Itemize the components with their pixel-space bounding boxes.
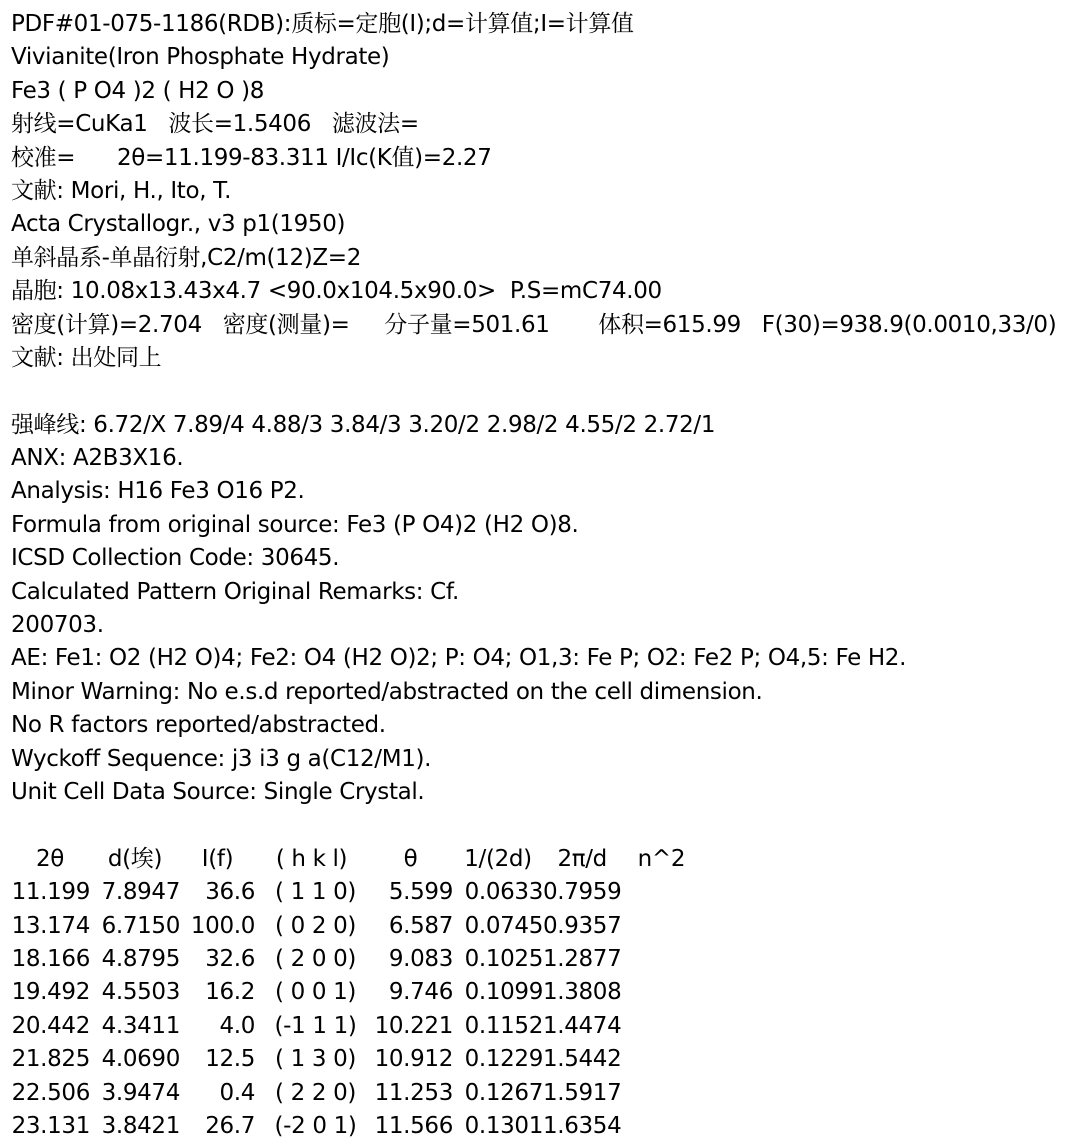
minor-warning-line: Minor Warning: No e.s.d reported/abstracted on the cell dimension. (11, 678, 763, 705)
table-row (10, 1110, 701, 1143)
cell-hkl: (-1 1 1) (274, 1012, 357, 1039)
pattern-remarks-line: Calculated Pattern Original Remarks: Cf. (11, 578, 459, 605)
cell-two-pi-d: 1.5442 (543, 1046, 622, 1073)
table-row (10, 1077, 701, 1110)
cell-inverse-2d: 0.1301 (464, 1113, 543, 1140)
cell-intensity: 100.0 (190, 912, 255, 939)
table-row (10, 976, 701, 1009)
remarks-section (11, 409, 1077, 810)
cell-two-theta: 18.166 (11, 945, 90, 972)
cell-theta: 5.599 (388, 879, 453, 906)
cell-two-pi-d: 1.6354 (543, 1113, 622, 1140)
radiation-line: 射线=CuKa1 波长=1.5406 滤波法= (11, 111, 419, 138)
cell-intensity: 4.0 (219, 1012, 255, 1039)
cell-inverse-2d: 0.0745 (464, 912, 543, 939)
cell-intensity: 0.4 (219, 1079, 255, 1106)
cell-two-theta: 21.825 (11, 1046, 90, 1073)
header-theta: θ (403, 845, 418, 872)
cell-two-pi-d: 1.4474 (543, 1012, 622, 1039)
calibration-line: 校准= 2θ=11.199-83.311 I/Ic(K值)=2.27 (11, 144, 492, 171)
table-row (10, 943, 701, 976)
header-inverse-2d: 1/(2d) (464, 845, 532, 872)
unit-cell-line: 晶胞: 10.08x13.43x4.7 <90.0x104.5x90.0> P.S=mC74.00 (11, 278, 662, 305)
cell-two-theta: 22.506 (11, 1079, 90, 1106)
cell-source-line: Unit Cell Data Source: Single Crystal. (11, 778, 425, 805)
anx-line: ANX: A2B3X16. (11, 445, 184, 472)
cell-hkl: ( 2 0 0) (275, 945, 356, 972)
crystal-system-line: 单斜晶系-单晶衍射,C2/m(12)Z=2 (11, 244, 361, 271)
cell-theta: 9.083 (388, 945, 453, 972)
header-hkl: ( h k l) (275, 845, 348, 872)
cell-intensity: 32.6 (205, 945, 255, 972)
cell-two-theta: 11.199 (11, 879, 90, 906)
cell-two-pi-d: 1.2877 (543, 945, 622, 972)
cell-intensity: 26.7 (205, 1113, 255, 1140)
cell-theta: 10.912 (374, 1046, 453, 1073)
analysis-line: Analysis: H16 Fe3 O16 P2. (11, 478, 305, 505)
header-n-squared: n^2 (637, 845, 686, 872)
cell-d-spacing: 7.8947 (101, 879, 180, 906)
cell-d-spacing: 3.9474 (101, 1079, 180, 1106)
cell-two-theta: 13.174 (11, 912, 90, 939)
header-intensity: I(f) (201, 845, 234, 872)
cell-inverse-2d: 0.1229 (464, 1046, 543, 1073)
chemical-formula-line: Fe3 ( P O4 )2 ( H2 O )8 (11, 77, 264, 104)
cell-intensity: 16.2 (205, 979, 255, 1006)
table-body (10, 876, 701, 1143)
header-two-pi-d: 2π/d (557, 845, 607, 872)
cell-hkl: ( 0 0 1) (275, 979, 356, 1006)
original-formula-line: Formula from original source: Fe3 (P O4)2 (H2 O)8. (11, 511, 579, 538)
cell-d-spacing: 6.7150 (101, 912, 180, 939)
cell-d-spacing: 4.0690 (101, 1046, 180, 1073)
cell-inverse-2d: 0.1025 (464, 945, 543, 972)
mineral-name-line: Vivianite(Iron Phosphate Hydrate) (11, 44, 390, 71)
cell-d-spacing: 3.8421 (101, 1113, 180, 1140)
strong-lines-line: 强峰线: 6.72/X 7.89/4 4.88/3 3.84/3 3.20/2 2.98/2 4.55/2 2.72/1 (11, 411, 716, 438)
cell-intensity: 36.6 (205, 879, 255, 906)
cell-two-pi-d: 1.3808 (543, 979, 622, 1006)
cell-inverse-2d: 0.1267 (464, 1079, 543, 1106)
cell-two-pi-d: 0.7959 (543, 879, 622, 906)
reference-authors-line: 文献: Mori, H., Ito, T. (11, 177, 232, 204)
table-header-row (10, 843, 701, 876)
cell-hkl: ( 1 1 0) (275, 879, 356, 906)
table-row (10, 1010, 701, 1043)
cell-d-spacing: 4.5503 (101, 979, 180, 1006)
cell-two-theta: 20.442 (11, 1012, 90, 1039)
cell-theta: 11.566 (374, 1113, 453, 1140)
cell-theta: 9.746 (388, 979, 453, 1006)
icsd-code-line: ICSD Collection Code: 30645. (11, 545, 340, 572)
cell-two-pi-d: 1.5917 (543, 1079, 622, 1106)
pdf-card-document (11, 8, 1077, 1143)
cell-two-theta: 19.492 (11, 979, 90, 1006)
cell-hkl: ( 1 3 0) (275, 1046, 356, 1073)
cell-intensity: 12.5 (205, 1046, 255, 1073)
header-d-spacing: d(埃) (107, 845, 163, 872)
cell-inverse-2d: 0.1099 (464, 979, 543, 1006)
cell-inverse-2d: 0.1152 (464, 1012, 543, 1039)
cell-two-theta: 23.131 (11, 1113, 90, 1140)
cell-d-spacing: 4.8795 (101, 945, 180, 972)
cell-hkl: ( 0 2 0) (275, 912, 356, 939)
wyckoff-line: Wyckoff Sequence: j3 i3 g a(C12/M1). (11, 745, 432, 772)
cell-inverse-2d: 0.0633 (464, 879, 543, 906)
blank-line (11, 809, 1077, 842)
cell-theta: 6.587 (388, 912, 453, 939)
table-row (10, 910, 701, 943)
reference-journal-line: Acta Crystallogr., v3 p1(1950) (11, 211, 346, 238)
pdf-card-id-line: PDF#01-075-1186(RDB):质标=定胞(I);d=计算值;I=计算值 (11, 11, 634, 37)
ae-line: AE: Fe1: O2 (H2 O)4; Fe2: O4 (H2 O)2; P: O4; O1,3: Fe P; O2: Fe2 P; O4,5: Fe H2. (11, 645, 907, 672)
cell-theta: 10.221 (374, 1012, 453, 1039)
r-factors-line: No R factors reported/abstracted. (11, 712, 386, 739)
blank-line (11, 375, 1077, 408)
header-two-theta: 2θ (35, 845, 64, 872)
table-row (10, 876, 701, 909)
cell-hkl: ( 2 2 0) (275, 1079, 356, 1106)
table-row (10, 1043, 701, 1076)
header-section (11, 8, 1077, 375)
density-line: 密度(计算)=2.704 密度(测量)= 分子量=501.61 体积=615.99 F(30)=938.9(0.0010,33/0) (11, 311, 1057, 338)
cell-hkl: (-2 0 1) (274, 1113, 357, 1140)
diffraction-peaks-table (10, 843, 701, 1143)
cell-d-spacing: 4.3411 (101, 1012, 180, 1039)
cell-two-pi-d: 0.9357 (543, 912, 622, 939)
reference-source-line: 文献: 出处同上 (11, 344, 162, 371)
cell-theta: 11.253 (374, 1079, 453, 1106)
remark-number-line: 200703. (11, 612, 104, 639)
